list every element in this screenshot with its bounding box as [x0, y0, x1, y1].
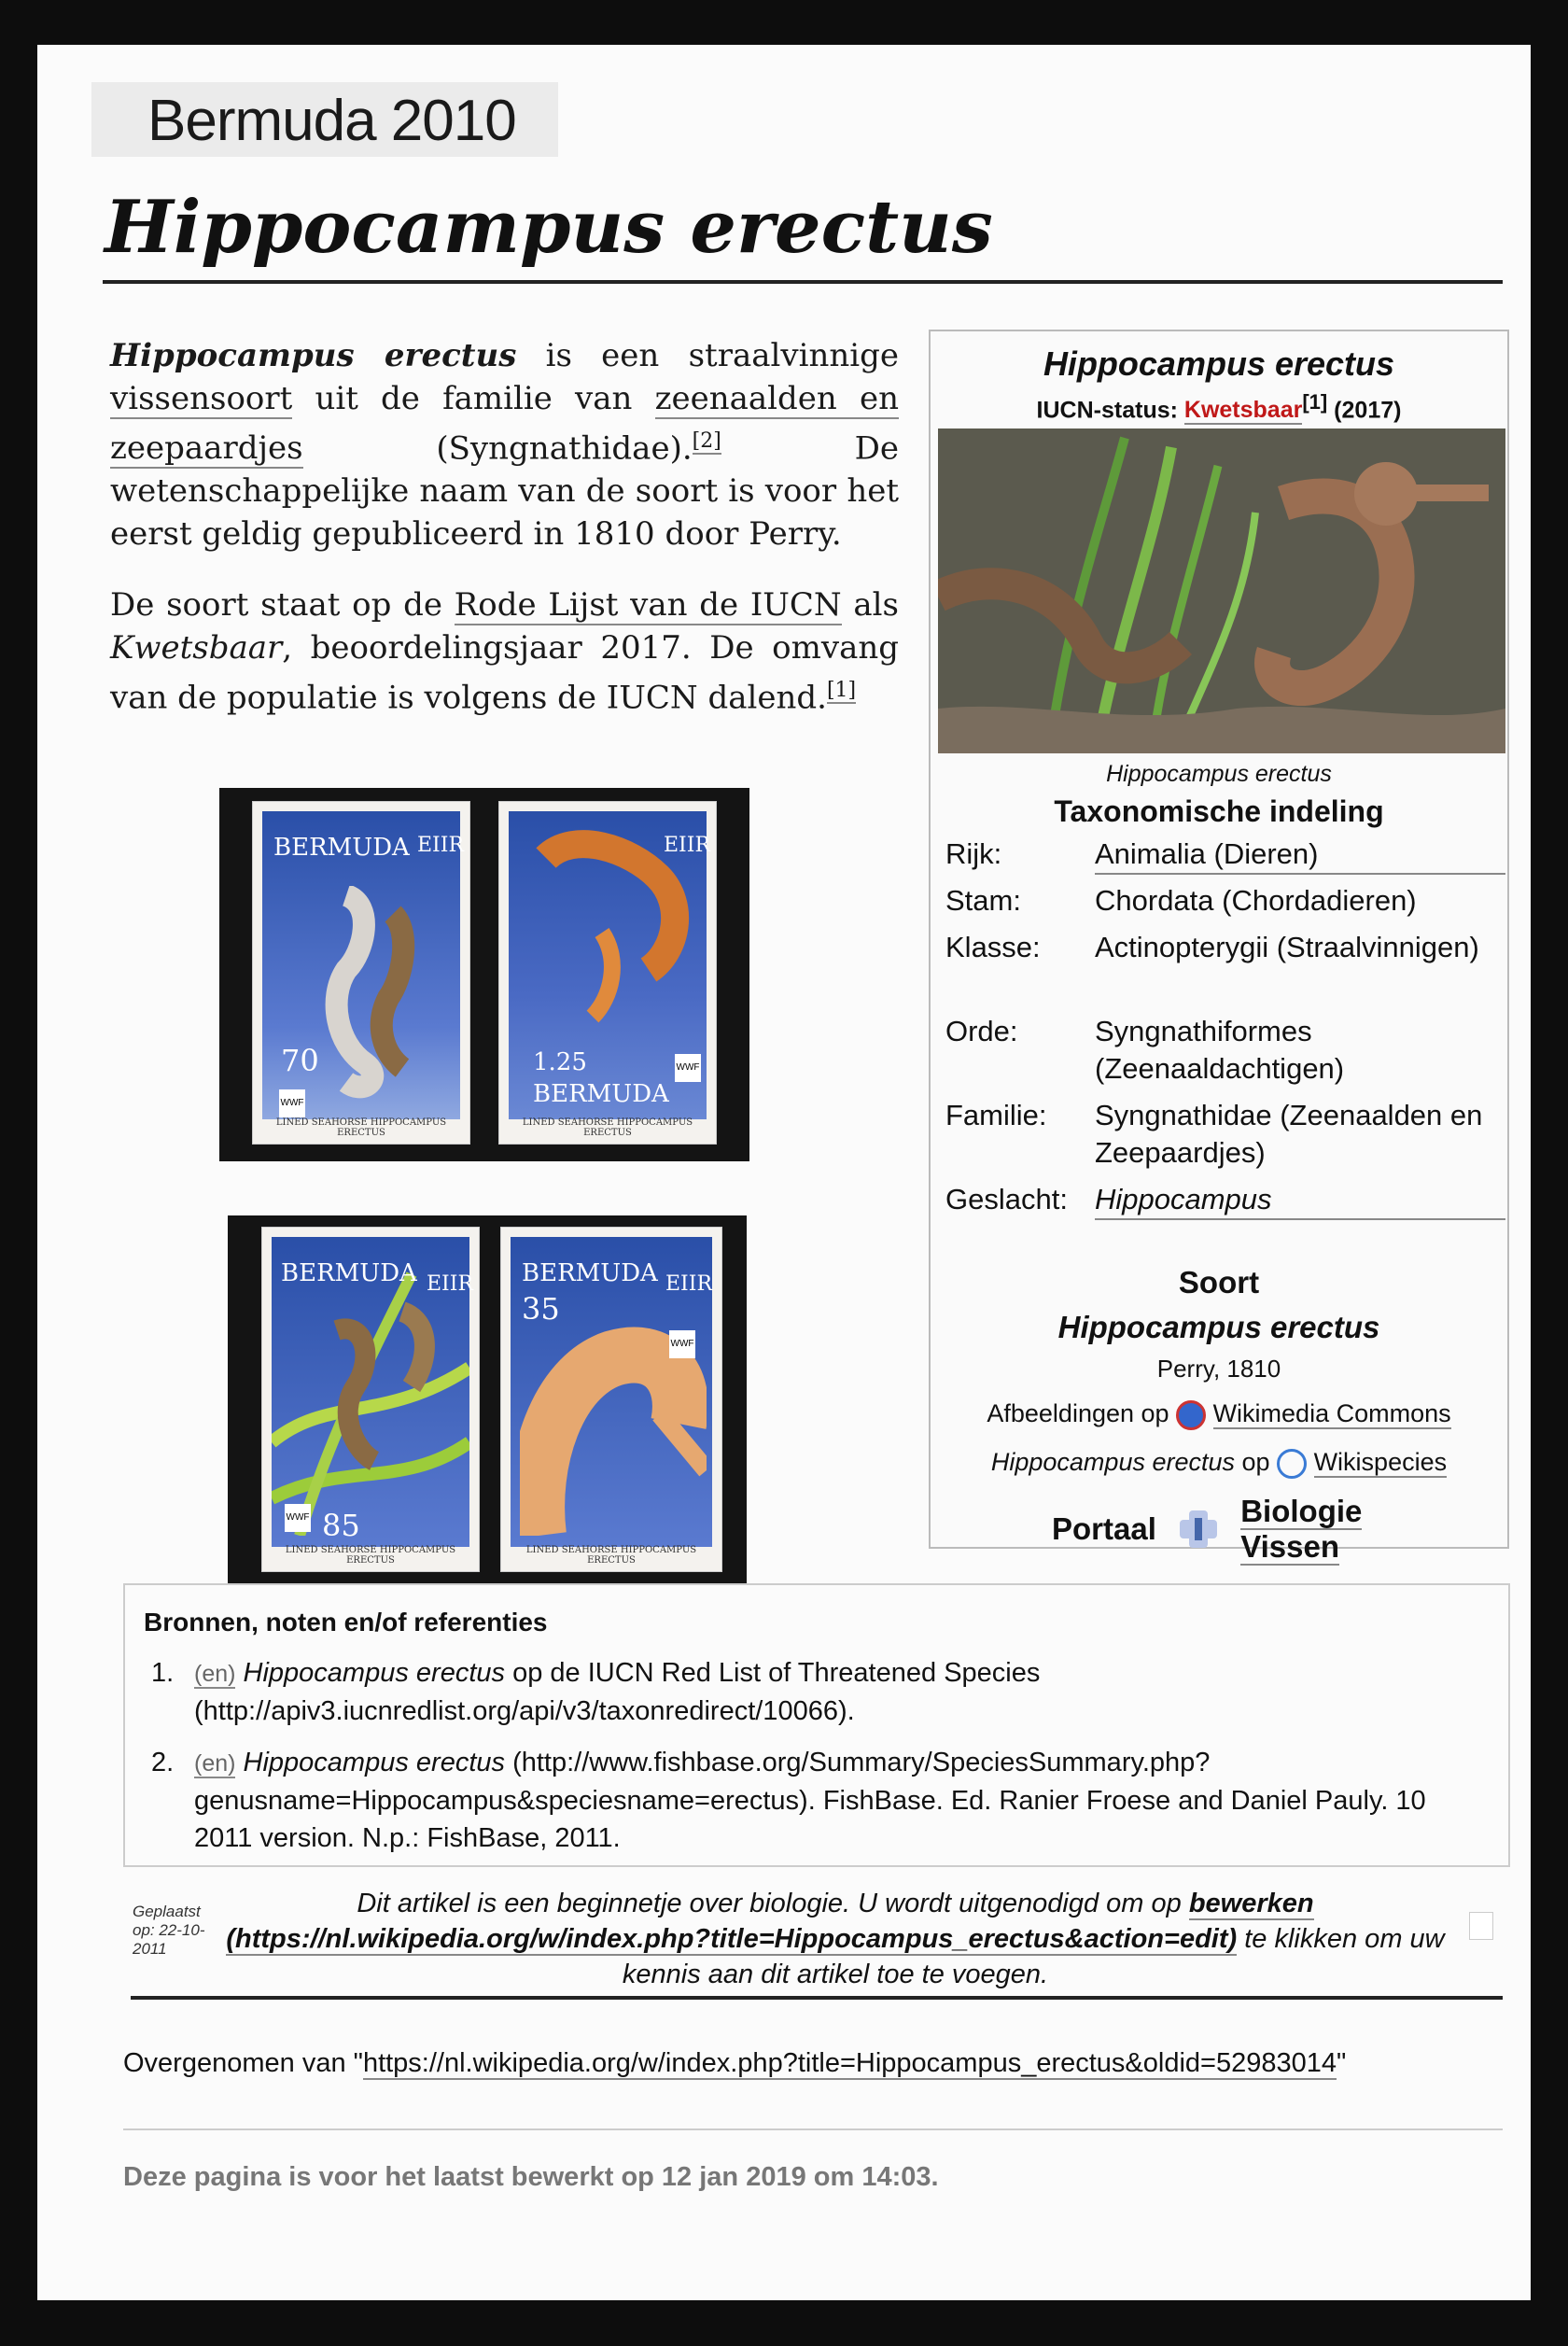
stamp-cipher: EIIR: [664, 834, 711, 857]
stamp-cipher: EIIR: [417, 834, 465, 857]
stamp-caption: LINED SEAHORSE HIPPOCAMPUS ERECTUS: [522, 1117, 693, 1138]
wikispecies-link[interactable]: Wikispecies: [1313, 1448, 1448, 1476]
stamp-caption: LINED SEAHORSE HIPPOCAMPUS ERECTUS: [275, 1117, 447, 1138]
link-zeenaalden[interactable]: zeenaalden en zeepaardjes: [110, 380, 899, 468]
stamp-cipher: EIIR: [665, 1272, 713, 1296]
taxobox-title: Hippocampus erectus: [1043, 344, 1395, 383]
stamp-value: 85: [322, 1508, 360, 1543]
stamp-70[interactable]: [252, 801, 470, 1145]
taxobox: Hippocampus erectus IUCN-status: Kwetsbaar[1] (2017) Hippocampus erectus Taxonomische indeling Rijk: Animalia (Dieren) Stam: Chordata (Chordadieren) Klasse: Actinopterygii (Straalvinnigen) Orde: Syngnathiformes (Zeenaaldachtigen) Familie: Syngnathidae (Zeenaalden en Zeepaardjes) Geslacht: Hippocampus Soort Hippocampus erectus Perry, 1810 Afbeeldingen op Wikimedia Commons Hippocampus erectus op Wikispecies Portaal Biologie Vissen: [929, 330, 1509, 1549]
wikispecies-line: Hippocampus erectus op Wikispecies: [931, 1448, 1507, 1479]
taxo-link-hippocampus[interactable]: Hippocampus: [1095, 1181, 1505, 1220]
portal-link-biologie[interactable]: Biologie: [1240, 1494, 1363, 1528]
references-heading: Bronnen, noten en/of referenties: [144, 1608, 548, 1637]
page-title: Hippocampus erectus: [105, 185, 993, 270]
wwf-logo-icon: WWF: [669, 1330, 695, 1358]
photo-caption: Hippocampus erectus: [1106, 761, 1332, 787]
link-vissensoort[interactable]: vissensoort: [110, 380, 293, 417]
stamp-value: 70: [281, 1043, 319, 1078]
portal-row: Portaal Biologie Vissen: [1052, 1494, 1363, 1564]
edit-link[interactable]: bewerken (https://nl.wikipedia.org/w/index.php?title=Hippocampus_erectus&action=edit): [226, 1889, 1314, 1954]
link-rode-lijst[interactable]: Rode Lijst van de IUCN: [454, 586, 842, 625]
references-box: Bronnen, noten en/of referenties 1. (en) Hippocampus erectus op de IUCN Red List of Threatened Species (http://apiv3.iucnredlist.org/api/v3/taxonredirect/10066). 2. (en) Hippocampus erectus (http://www.fishbase.org/Summary/SpeciesSummary.php?genusname=Hippocampus&speciesname=erectus). FishBase. Ed. Ranier Froese and Daniel Pauly. 10 2011 version. N.p.: FishBase, 2011.: [123, 1583, 1510, 1867]
reference-2-link[interactable]: Hippocampus erectus: [243, 1748, 506, 1777]
status-ref-link[interactable]: [1]: [1302, 390, 1328, 414]
placed-date-note: Geplaatst op: 22-10-2011: [133, 1903, 205, 1958]
retrieved-from: Overgenomen van "https://nl.wikipedia.org/w/index.php?title=Hippocampus_erectus&oldid=52983014": [123, 2048, 1347, 2078]
wwf-logo-icon: WWF: [285, 1504, 311, 1532]
taxo-link-syngnathidae[interactable]: Syngnathidae (Zeenaalden en Zeepaardjes): [1095, 1099, 1483, 1169]
stamp-country: BERMUDA: [273, 834, 410, 862]
album-label: Bermuda 2010: [147, 89, 516, 153]
seagrass-illustration: [272, 1256, 469, 1536]
stamp-caption: LINED SEAHORSE HIPPOCAMPUS ERECTUS: [285, 1545, 456, 1566]
seahorse-illustration: [300, 886, 430, 1101]
reference-1-link[interactable]: Hippocampus erectus: [243, 1658, 506, 1688]
stamp-country: BERMUDA: [522, 1259, 658, 1287]
portal-link-vissen[interactable]: Vissen: [1240, 1529, 1340, 1564]
seahorse-photo-illustration: [938, 428, 1505, 753]
pencil-icon: [1469, 1912, 1493, 1940]
intro-text: [110, 334, 899, 748]
portal-icon: [1178, 1509, 1219, 1550]
stamp-value: 1.25: [533, 1048, 587, 1076]
ref-1-link[interactable]: [1]: [826, 679, 857, 703]
intro-paragraph-2: De soort staat op de Rode Lijst van de IUCN als Kwetsbaar, beoordelingsjaar 2017. De omvang van de populatie is volgens de IUCN dalend.[1]: [110, 586, 899, 717]
seahorse-photo[interactable]: [938, 428, 1505, 753]
stamp-cipher: EIIR: [427, 1272, 474, 1296]
retrieved-url-link[interactable]: https://nl.wikipedia.org/w/index.php?title=Hippocampus_erectus&oldid=52983014: [362, 2048, 1337, 2078]
footer-divider: [123, 2128, 1503, 2130]
taxonomy-heading: Taxonomische indeling: [1054, 794, 1384, 828]
intro-paragraph-1: Hippocampus erectus is een straalvinnige vissensoort uit de familie van zeenaalden en zeepaardjes (Syngnathidae).[2] De wetenschappelijke naam van de soort is voor het eerst geldig gepubliceerd in 1810 door Perry.: [110, 337, 899, 554]
stamp-35[interactable]: [500, 1227, 722, 1572]
species-name: Hippocampus erectus: [110, 337, 517, 374]
stamp-country: BERMUDA: [281, 1259, 417, 1287]
commons-line: Afbeeldingen op Wikimedia Commons: [931, 1399, 1507, 1430]
commons-icon: [1176, 1400, 1206, 1430]
stamp-1-25[interactable]: [498, 801, 717, 1145]
stub-divider: [131, 1996, 1503, 2000]
taxo-link-syngnathiformes[interactable]: Syngnathiformes (Zeenaaldachtigen): [1095, 1015, 1345, 1085]
stub-notice: Dit artikel is een beginnetje over biologie. U wordt uitgenodigd om op bewerken (https://nl.wikipedia.org/w/index.php?title=Hippocampus_erectus&action=edit) te klikken om uw kennis aan dit artikel toe te voegen.: [226, 1889, 1445, 1989]
iucn-status: IUCN-status: Kwetsbaar[1] (2017): [1036, 390, 1402, 424]
stamp-country: BERMUDA: [533, 1080, 669, 1108]
taxo-link-animalia[interactable]: Animalia (Dieren): [1095, 836, 1505, 875]
stamp-85[interactable]: [261, 1227, 480, 1572]
iucn-status-link[interactable]: Kwetsbaar: [1183, 397, 1303, 424]
wwf-logo-icon: WWF: [279, 1089, 305, 1117]
species-heading: Soort: [1178, 1265, 1260, 1299]
taxo-link-chordata[interactable]: Chordata (Chordadieren): [1095, 884, 1417, 917]
species-name-infobox: Hippocampus erectus: [1057, 1310, 1380, 1344]
album-page: [37, 45, 1531, 2300]
last-edited: Deze pagina is voor het laatst bewerkt op 12 jan 2019 om 14:03.: [123, 2162, 939, 2192]
wwf-logo-icon: WWF: [675, 1054, 701, 1082]
wikispecies-icon: [1277, 1449, 1307, 1479]
species-author: Perry, 1810: [1156, 1355, 1281, 1383]
stamp-caption: LINED SEAHORSE HIPPOCAMPUS ERECTUS: [525, 1545, 697, 1566]
commons-link[interactable]: Wikimedia Commons: [1212, 1399, 1451, 1427]
title-divider: [103, 280, 1503, 284]
taxo-link-actinopterygii[interactable]: Actinopterygii (Straalvinnigen): [1095, 931, 1479, 963]
stamp-value: 35: [522, 1291, 560, 1327]
ref-2-link[interactable]: [2]: [692, 429, 721, 453]
